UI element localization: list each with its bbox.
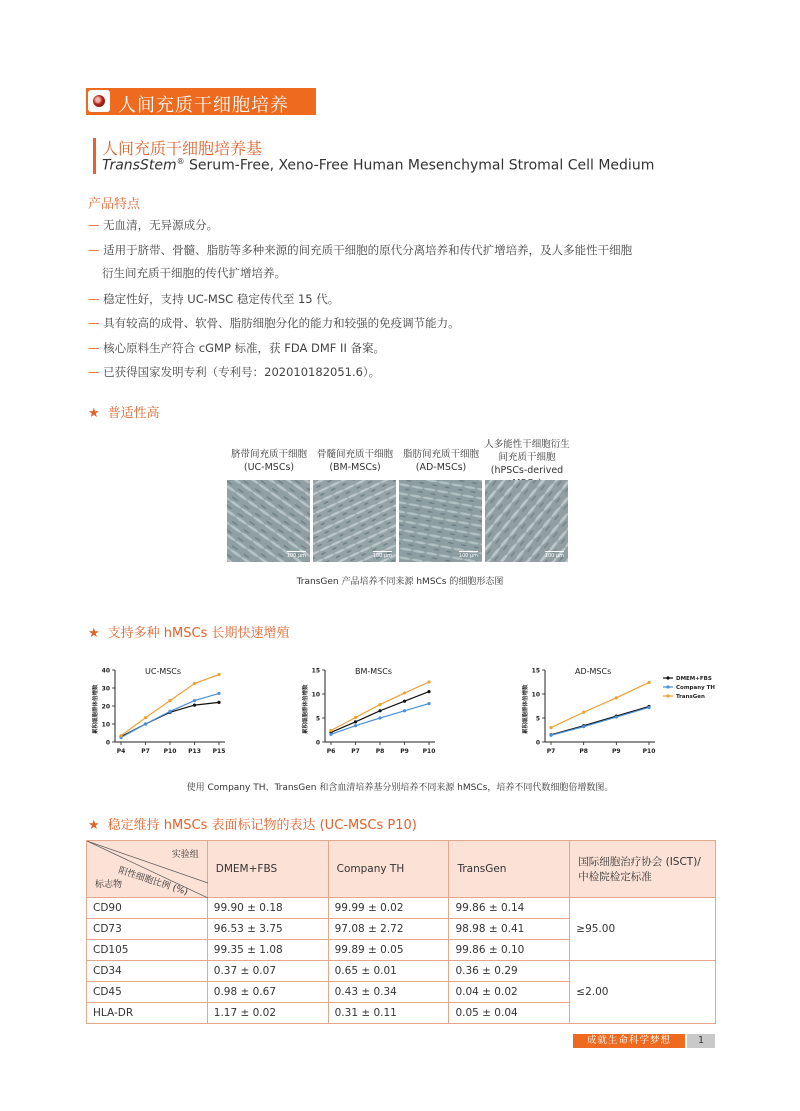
data-point [403, 691, 406, 694]
data-point [217, 701, 220, 704]
corner-marker-label: 标志物 [95, 880, 123, 890]
value-cell: 99.86 ± 0.10 [449, 940, 570, 961]
table-header-row [87, 841, 716, 898]
column-header: DMEM+FBS [207, 841, 328, 898]
photo-caption: 脐带间充质干细胞 (UC-MSCs) [230, 449, 307, 473]
x-tick-label: P7 [351, 748, 360, 755]
legend-marker [666, 676, 669, 679]
data-point [217, 692, 220, 695]
x-tick-label: P13 [188, 748, 201, 755]
corner-ratio-label: 阳性细胞比例 (%) [116, 865, 189, 898]
y-tick-label: 5 [535, 715, 540, 723]
x-tick-label: P8 [579, 748, 588, 755]
feature-item: — 无血清，无异源成分。 [88, 218, 219, 232]
legend-label: TransGen [676, 694, 705, 700]
scale-bar-label: 100 μm [286, 553, 306, 559]
product-title-cn: 人间充质干细胞培养基 [102, 139, 263, 158]
section-header-title: 人间充质干细胞培养 [118, 95, 289, 116]
standard-negative-cell: ≤2.00 [570, 961, 716, 1024]
x-tick-label: P7 [546, 748, 556, 755]
product-title-en-rest: Serum-Free, Xeno-Free Human Mesenchymal Stromal Cell Medium [184, 157, 655, 174]
photos-caption: TransGen 产品培养不同来源 hMSCs 的细胞形态图 [296, 577, 504, 587]
value-cell: 99.90 ± 0.18 [207, 898, 328, 919]
photo-caption: 脂肪间充质干细胞 (AD-MSCs) [402, 449, 479, 473]
value-cell: 0.98 ± 0.67 [207, 982, 328, 1003]
legend-label: Company TH [676, 685, 715, 691]
y-tick-label: 10 [101, 721, 110, 729]
data-point [582, 711, 585, 714]
data-point [647, 681, 650, 684]
chart-ad-mscs [515, 660, 715, 765]
chart-title: AD-MSCs [575, 667, 612, 676]
series-line-transgen [121, 675, 219, 736]
value-cell: 99.86 ± 0.14 [449, 898, 570, 919]
chart-bm-mscs [295, 660, 445, 765]
section-heading-markers: ★ 稳定维持 hMSCs 表面标记物的表达 (UC-MSCs P10) [88, 818, 417, 833]
brand-name: TransStem [102, 157, 177, 174]
y-tick-label: 0 [105, 739, 110, 747]
x-tick-label: P15 [212, 748, 226, 755]
data-point [168, 699, 171, 702]
value-cell: 0.04 ± 0.02 [449, 982, 570, 1003]
x-tick-label: P6 [326, 748, 336, 755]
registered-mark: ® [176, 157, 185, 166]
photo-caption: 骨髓间充质干细胞 (BM-MSCs) [316, 449, 393, 473]
y-axis-label: 累积细胞群体倍增数 [93, 684, 99, 734]
value-cell: 1.17 ± 0.02 [207, 1003, 328, 1024]
value-cell: 0.05 ± 0.04 [449, 1003, 570, 1024]
y-tick-label: 40 [101, 667, 110, 675]
x-tick-label: P4 [116, 748, 126, 755]
chart-uc-mscs [85, 660, 235, 765]
column-header-standard: 国际细胞治疗协会 (ISCT)/ 中检院检定标准 [570, 841, 716, 898]
feature-item: — 已获得国家发明专利（专利号：202010182051.6）。 [88, 365, 381, 379]
scale-bar-label: 100 μm [372, 553, 392, 559]
data-point [144, 722, 147, 725]
corner-cell [87, 841, 208, 898]
data-point [615, 696, 618, 699]
marker-cell: CD34 [87, 961, 208, 982]
data-point [354, 720, 357, 723]
legend-label: DMEM+FBS [676, 676, 712, 682]
page-number: 1 [687, 1034, 715, 1048]
data-point [378, 709, 381, 712]
x-tick-label: P10 [163, 748, 177, 755]
legend-marker [666, 685, 669, 688]
series-line-transgen [331, 682, 429, 730]
data-point [119, 734, 122, 737]
y-tick-label: 0 [315, 739, 320, 747]
standard-positive-cell: ≥95.00 [570, 898, 716, 961]
series-line-company-th [551, 707, 649, 735]
data-point [168, 710, 171, 713]
star-icon: ★ [88, 818, 100, 833]
table-row [87, 898, 716, 919]
section-heading-universality: ★ 普适性高 [88, 406, 160, 421]
column-header: Company TH [328, 841, 449, 898]
y-tick-label: 5 [315, 715, 320, 723]
y-tick-label: 10 [531, 691, 540, 699]
data-point [354, 716, 357, 719]
data-point [403, 709, 406, 712]
data-point [582, 725, 585, 728]
data-point [427, 702, 430, 705]
x-tick-label: P8 [375, 748, 385, 755]
feature-item: — 稳定性好，支持 UC-MSC 稳定传代至 15 代。 [88, 292, 340, 306]
value-cell: 0.31 ± 0.11 [328, 1003, 449, 1024]
title-accent-bar [93, 138, 96, 174]
photo-caption: 人多能性干细胞衍生 间充质干细胞 (hPSCs-derived [484, 439, 570, 476]
data-point [378, 716, 381, 719]
star-icon: ★ [88, 626, 100, 641]
scale-bar-label: 100 μm [544, 553, 564, 559]
data-point [329, 733, 332, 736]
charts-caption: 使用 Company TH、TransGen 和含血清培养基分别培养不同来源 hMSCs，培养不同代数细胞倍增数图。 [186, 783, 614, 793]
y-axis-label: 累积细胞群体倍增数 [523, 684, 529, 734]
x-tick-label: P9 [400, 748, 409, 755]
micrograph-uc-mscs [227, 480, 310, 562]
micrograph-bm-mscs [313, 480, 396, 562]
data-point [217, 673, 220, 676]
marker-cell: HLA-DR [87, 1003, 208, 1024]
y-tick-label: 20 [101, 703, 110, 711]
data-point [549, 734, 552, 737]
marker-cell: CD45 [87, 982, 208, 1003]
feature-item-continued: 衍生间充质干细胞的传代扩增培养。 [102, 266, 286, 280]
star-icon: ★ [88, 406, 100, 421]
x-tick-label: P9 [612, 748, 621, 755]
y-tick-label: 0 [535, 739, 540, 747]
x-tick-label: P10 [642, 748, 656, 755]
x-tick-label: P10 [422, 748, 436, 755]
data-point [144, 716, 147, 719]
y-tick-label: 30 [101, 685, 110, 693]
value-cell: 0.36 ± 0.29 [449, 961, 570, 982]
data-point [427, 680, 430, 683]
y-tick-label: 10 [311, 691, 320, 699]
marker-cell: CD90 [87, 898, 208, 919]
data-point [378, 703, 381, 706]
cell-logo-icon [88, 90, 110, 112]
value-cell: 99.35 ± 1.08 [207, 940, 328, 961]
data-point [427, 690, 430, 693]
data-point [193, 704, 196, 707]
y-axis-label: 累积细胞群体倍增数 [303, 684, 309, 734]
value-cell: 97.08 ± 2.72 [328, 919, 449, 940]
data-point [193, 699, 196, 702]
features-heading: 产品特点 [88, 197, 141, 212]
data-point [329, 729, 332, 732]
value-cell: 0.37 ± 0.07 [207, 961, 328, 982]
feature-item: — 核心原料生产符合 cGMP 标准，获 FDA DMF II 备案。 [88, 341, 385, 355]
marker-cell: CD105 [87, 940, 208, 961]
value-cell: 0.65 ± 0.01 [328, 961, 449, 982]
table-row [87, 961, 716, 982]
marker-table [86, 840, 716, 1024]
micrograph-ad-mscs [399, 480, 482, 562]
marker-cell: CD73 [87, 919, 208, 940]
product-title-en [102, 157, 654, 174]
corner-group-label: 实验组 [171, 850, 199, 860]
value-cell: 96.53 ± 3.75 [207, 919, 328, 940]
feature-item: — 具有较高的成骨、软骨、脂肪细胞分化的能力和较强的免疫调节能力。 [88, 316, 460, 330]
micrograph-hpscs-mscs [485, 480, 568, 562]
scale-bar-label: 100 μm [458, 553, 478, 559]
feature-item: — 适用于脐带、骨髓、脂肪等多种来源的间充质干细胞的原代分离培养和传代扩增培养，及人多能性干细胞 [88, 243, 633, 257]
data-point [615, 715, 618, 718]
value-cell: 99.89 ± 0.05 [328, 940, 449, 961]
column-header: TransGen [449, 841, 570, 898]
y-tick-label: 15 [311, 667, 320, 675]
section-heading-proliferation: ★ 支持多种 hMSCs 长期快速增殖 [88, 626, 290, 641]
value-cell: 0.43 ± 0.34 [328, 982, 449, 1003]
chart-title: UC-MSCs [145, 667, 182, 676]
y-tick-label: 15 [531, 667, 540, 675]
chart-title: BM-MSCs [355, 667, 393, 676]
series-line-dmem-fbs [121, 702, 219, 736]
data-point [354, 724, 357, 727]
data-point [193, 682, 196, 685]
value-cell: 99.99 ± 0.02 [328, 898, 449, 919]
footer-slogan: 成就生命科学梦想 [573, 1034, 685, 1048]
legend-marker [666, 694, 669, 697]
data-point [647, 706, 650, 709]
data-point [403, 700, 406, 703]
x-tick-label: P7 [141, 748, 150, 755]
value-cell: 98.98 ± 0.41 [449, 919, 570, 940]
data-point [549, 726, 552, 729]
